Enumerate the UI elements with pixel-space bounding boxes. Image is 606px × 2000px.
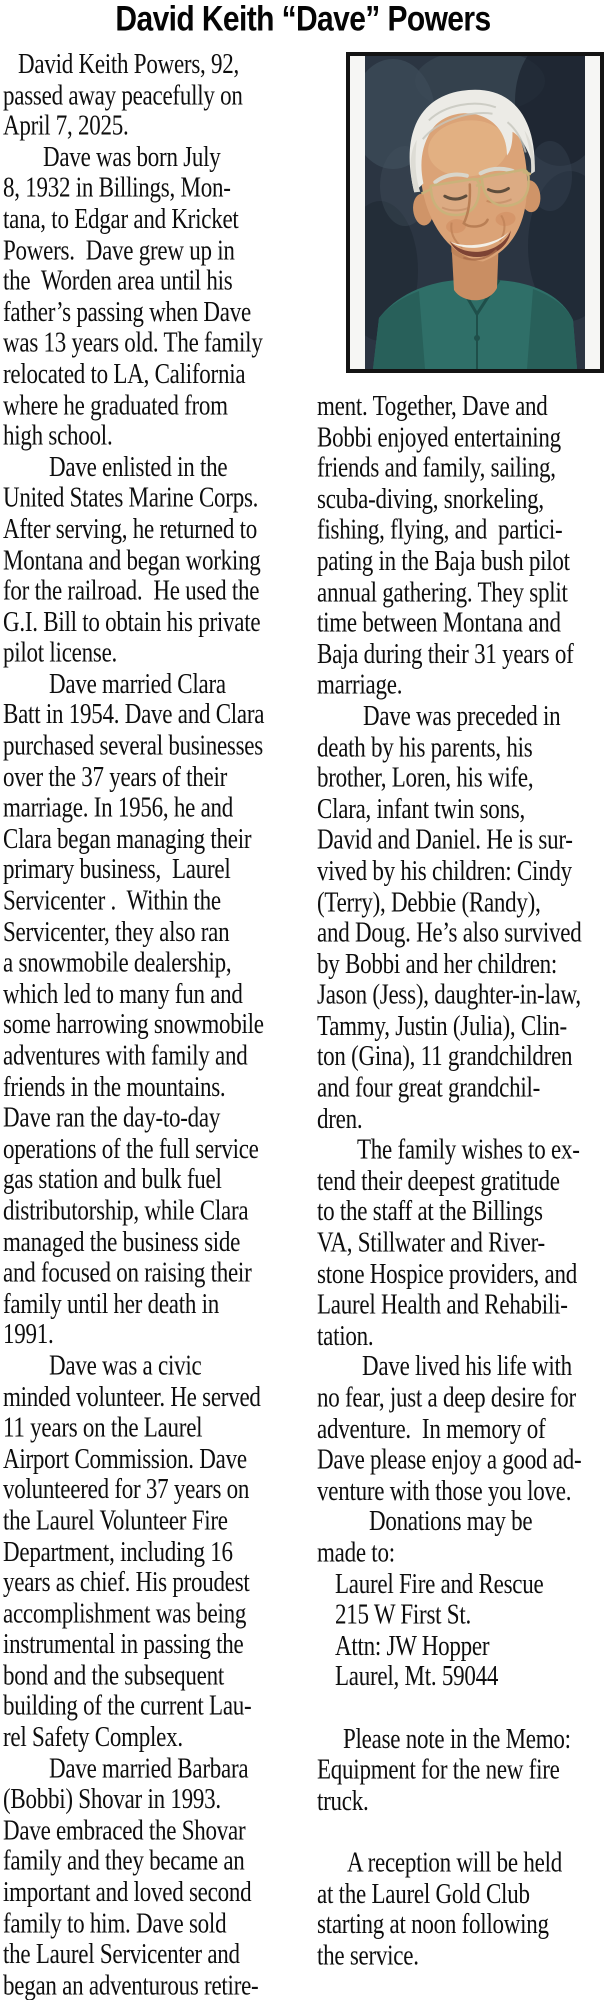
text-line: pilot license.	[3, 636, 118, 669]
text-line: fishing, flying, and partici-	[317, 513, 563, 546]
text-line: and Doug. He’s also survived	[317, 916, 582, 949]
text-line: David Keith Powers, 92,	[18, 47, 240, 80]
text-line: Attn: JW Hopper	[335, 1629, 490, 1661]
text-line: which led to many fun and	[3, 977, 243, 1009]
text-line: starting at noon following	[317, 1908, 549, 1940]
text-line: Dave married Clara	[49, 667, 226, 700]
page-title: David Keith “Dave” Powers	[115, 0, 491, 39]
text-line: Montana and began working	[3, 543, 261, 576]
text-line: dren.	[317, 1102, 363, 1134]
text-line: annual gathering. They split	[317, 575, 568, 608]
text-line: VA, Stillwater and River-	[317, 1226, 545, 1258]
text-line: family until her death in	[3, 1287, 220, 1319]
text-line: Clara, infant twin sons,	[317, 792, 525, 825]
text-line: marriage. In 1956, he and	[3, 791, 234, 823]
text-line: tana, to Edgar and Kricket	[3, 202, 239, 235]
text-line: Dave was a civic	[49, 1349, 202, 1381]
text-line: Servicenter . Within the	[3, 884, 221, 916]
text-line: Dave embraced the Shovar	[3, 1814, 246, 1846]
text-line: rel Safety Complex.	[3, 1721, 183, 1753]
text-line: tation.	[317, 1319, 374, 1351]
text-line: Dave enlisted in the	[49, 450, 228, 483]
text-line: was 13 years old. The family	[3, 326, 263, 359]
text-line: Please note in the Memo:	[343, 1722, 571, 1754]
text-line: scuba-diving, snorkeling,	[317, 482, 544, 515]
text-line: over the 37 years of their	[3, 760, 228, 792]
text-line	[317, 1816, 606, 1847]
text-line: volunteered for 37 years on	[3, 1473, 250, 1505]
text-line: building of the current Lau-	[3, 1690, 252, 1722]
text-line: 1991.	[3, 1318, 54, 1350]
text-line: 215 W First St.	[335, 1598, 471, 1630]
text-line: and four great grandchil-	[317, 1071, 541, 1103]
text-line: April 7, 2025.	[3, 109, 129, 142]
text-line: no fear, just a deep desire for	[317, 1381, 576, 1413]
text-line: After serving, he returned to	[3, 512, 257, 545]
text-line: G.I. Bill to obtain his private	[3, 605, 261, 638]
text-line: a snowmobile dealership,	[3, 946, 232, 978]
text-line: The family wishes to ex-	[357, 1133, 580, 1165]
text-line: Laurel Health and Rehabili-	[317, 1288, 568, 1320]
text-line: adventure. In memory of	[317, 1412, 546, 1444]
text-line: primary business, Laurel	[3, 853, 231, 885]
text-line: venture with those you love.	[317, 1474, 572, 1506]
text-line: purchased several businesses	[3, 729, 263, 761]
text-line: bond and the subsequent	[3, 1659, 225, 1691]
text-line: instrumental in passing the	[3, 1628, 244, 1660]
text-line: 8, 1932 in Billings, Mon-	[3, 171, 231, 204]
text-line: adventures with family and	[3, 1039, 248, 1071]
text-line: Baja during their 31 years of	[317, 637, 574, 670]
text-line: friends and family, sailing,	[317, 451, 556, 484]
text-line: Tammy, Justin (Julia), Clin-	[317, 1009, 567, 1042]
text-line: Jason (Jess), daughter-in-law,	[317, 978, 581, 1011]
text-line: Donations may be	[369, 1505, 533, 1537]
text-line: Dave please enjoy a good ad-	[317, 1443, 582, 1475]
text-line	[317, 1693, 606, 1724]
obituary-column-right	[317, 391, 606, 1971]
text-line: (Terry), Debbie (Randy),	[317, 885, 541, 918]
text-line: United States Marine Corps.	[3, 481, 259, 514]
text-line: Dave lived his life with	[362, 1350, 572, 1382]
text-line: distributorship, while Clara	[3, 1194, 249, 1226]
text-line: Laurel Fire and Rescue	[335, 1567, 544, 1599]
text-line: the service.	[317, 1939, 419, 1971]
text-line: by Bobbi and her children:	[317, 947, 558, 980]
text-line: A reception will be held	[347, 1846, 562, 1878]
text-line: minded volunteer. He served	[3, 1380, 261, 1412]
text-line: the Laurel Servicenter and	[3, 1938, 240, 1970]
text-line: at the Laurel Gold Club	[317, 1877, 530, 1909]
text-line: ton (Gina), 11 grandchildren	[317, 1040, 573, 1072]
text-line: Bobbi enjoyed entertaining	[317, 420, 561, 453]
text-line: David and Daniel. He is sur-	[317, 823, 573, 856]
text-line: time between Montana and	[317, 606, 561, 639]
text-line: death by his parents, his	[317, 730, 533, 763]
text-line: Dave was born July	[43, 140, 221, 173]
text-line: father’s passing when Dave	[3, 295, 251, 328]
text-line: made to:	[317, 1536, 395, 1568]
text-line: ment. Together, Dave and	[317, 389, 548, 422]
text-line: Airport Commission. Dave	[3, 1442, 247, 1474]
text-line: gas station and bulk fuel	[3, 1163, 222, 1195]
text-line: passed away peacefully on	[3, 78, 243, 111]
text-line: brother, Loren, his wife,	[317, 761, 534, 794]
text-line: Dave married Barbara	[49, 1752, 249, 1784]
text-line: accomplishment was being	[3, 1597, 247, 1629]
text-line: years as chief. His proudest	[3, 1566, 250, 1598]
text-line: where he graduated from	[3, 388, 228, 421]
text-line: operations of the full service	[3, 1132, 259, 1164]
text-line: began an adventurous retire-	[3, 1969, 259, 2000]
text-line: marriage.	[317, 668, 403, 701]
text-line: 11 years on the Laurel	[3, 1411, 203, 1443]
text-line: pating in the Baja bush pilot	[317, 544, 570, 577]
text-line: Clara began managing their	[3, 822, 252, 854]
text-line: Dave was preceded in	[363, 699, 561, 732]
text-line: to the staff at the Billings	[317, 1195, 543, 1227]
portrait-illustration	[365, 56, 585, 369]
text-line: truck.	[317, 1784, 369, 1816]
text-line: vived by his children: Cindy	[317, 854, 572, 887]
text-line: high school.	[3, 419, 113, 452]
portrait-photo	[346, 52, 604, 373]
text-line: Laurel, Mt. 59044	[335, 1660, 499, 1692]
text-line: some harrowing snowmobile	[3, 1008, 264, 1040]
text-line: relocated to LA, California	[3, 357, 246, 390]
text-line: managed the business side	[3, 1225, 241, 1257]
text-line: the Worden area until his	[3, 264, 233, 297]
text-line: (Bobbi) Shovar in 1993.	[3, 1783, 221, 1815]
text-line: tend their deepest gratitude	[317, 1164, 560, 1196]
text-line: important and loved second	[3, 1876, 252, 1908]
text-line: Batt in 1954. Dave and Clara	[3, 698, 265, 730]
text-line: and focused on raising their	[3, 1256, 252, 1288]
text-line: family and they became an	[3, 1845, 245, 1877]
obituary-column-left	[3, 49, 295, 2000]
text-line: Equipment for the new fire	[317, 1753, 560, 1785]
text-line: Powers. Dave grew up in	[3, 233, 235, 266]
text-line: for the railroad. He used the	[3, 574, 260, 607]
text-line: Servicenter, they also ran	[3, 915, 230, 947]
text-line: stone Hospice providers, and	[317, 1257, 577, 1289]
text-line: friends in the mountains.	[3, 1070, 226, 1102]
text-line: family to him. Dave sold	[3, 1907, 227, 1939]
text-line: Dave ran the day-to-day	[3, 1101, 221, 1133]
text-line: Department, including 16	[3, 1535, 233, 1567]
text-line: the Laurel Volunteer Fire	[3, 1504, 228, 1536]
